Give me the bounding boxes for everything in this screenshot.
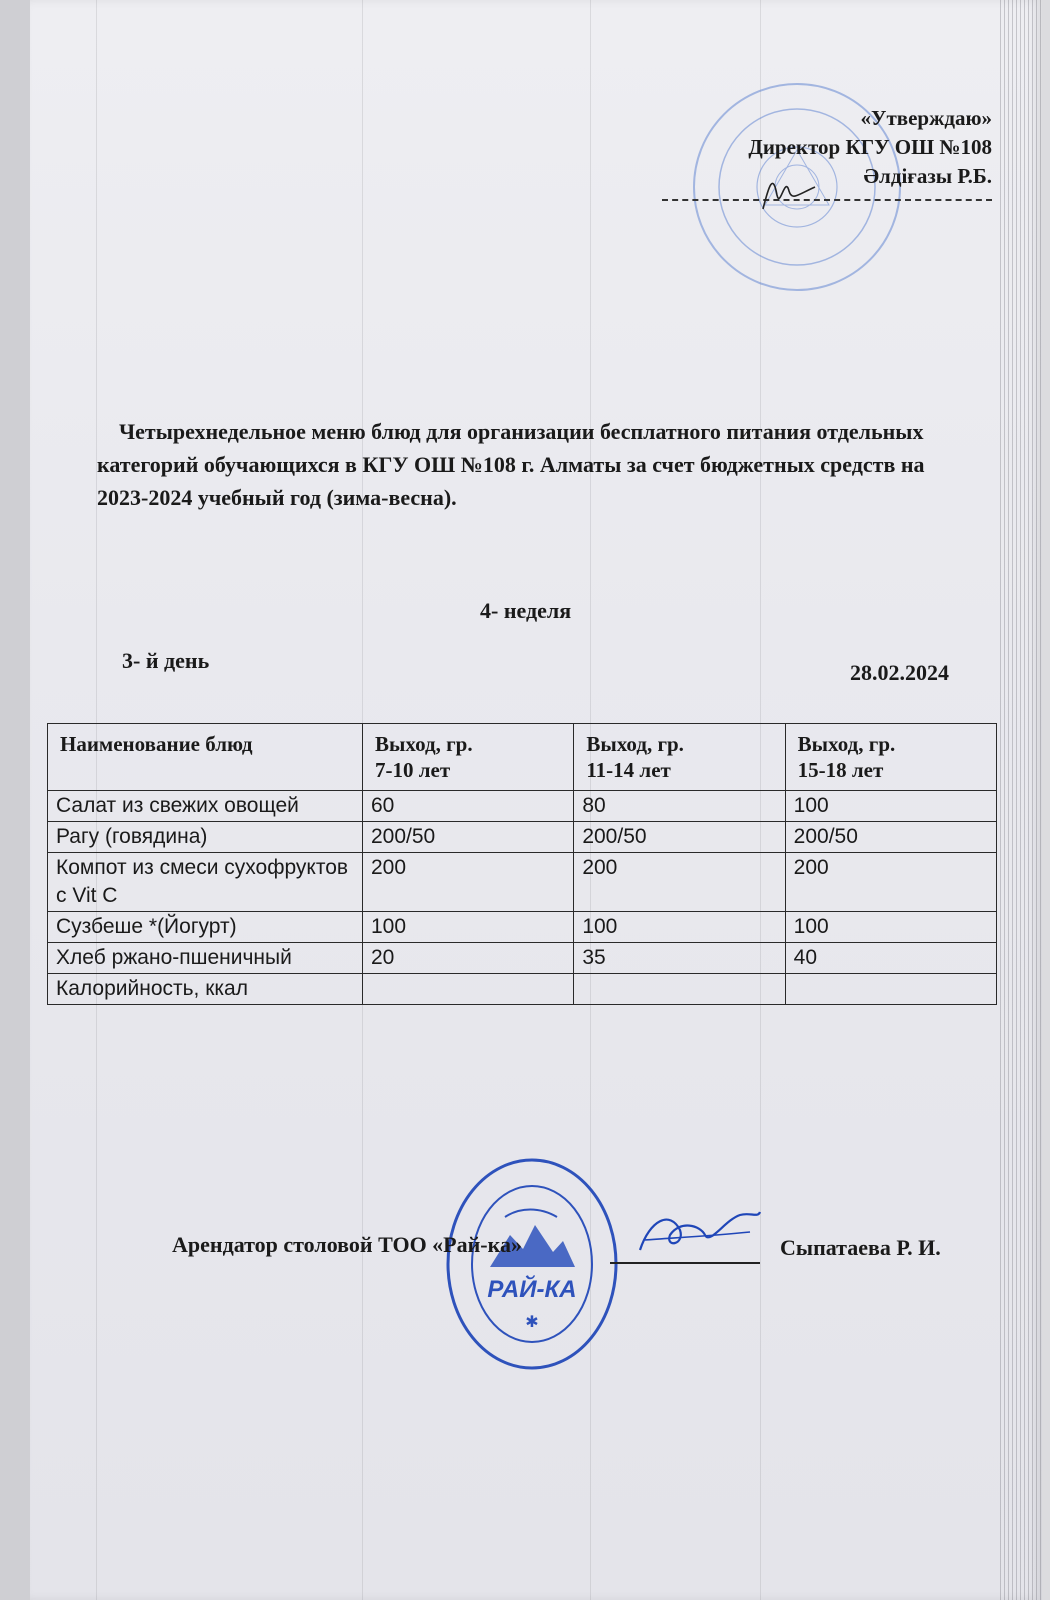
yield-value bbox=[574, 974, 785, 1005]
dish-name: Компот из смеси сухофруктов с Vit C bbox=[48, 853, 363, 912]
yield-value: 40 bbox=[785, 943, 996, 974]
table-row bbox=[48, 912, 997, 943]
yield-value: 100 bbox=[785, 912, 996, 943]
svg-text:✱: ✱ bbox=[525, 1314, 539, 1331]
table-header-row bbox=[48, 724, 997, 791]
approval-heading: «Утверждаю» bbox=[860, 106, 992, 130]
dish-name: Рагу (говядина) bbox=[48, 822, 363, 853]
seal-company-name: РАЙ-КА bbox=[487, 1276, 577, 1303]
yield-value: 80 bbox=[574, 791, 785, 822]
document-title: Четырехнедельное меню блюд для организации бесплатного питания отдельных категорий обучающихся в КГУ ОШ №108 г. Алматы за счет бюджетных средств на 2023-2024 учебный год (зима-весна). bbox=[97, 419, 925, 510]
yield-value: 60 bbox=[363, 791, 574, 822]
header-dish-name: Наименование блюд bbox=[48, 724, 363, 791]
yield-value: 35 bbox=[574, 943, 785, 974]
yield-value: 200/50 bbox=[574, 822, 785, 853]
dish-name: Калорийность, ккал bbox=[48, 974, 363, 1005]
approval-position: Директор КГУ ОШ №108 bbox=[748, 135, 992, 159]
dish-name: Сузбеше *(Йогурт) bbox=[48, 912, 363, 943]
company-seal bbox=[445, 1157, 620, 1372]
header-yield-7-10: Выход, гр. 7-10 лет bbox=[363, 724, 574, 791]
header-yield-11-14: Выход, гр. 11-14 лет bbox=[574, 724, 785, 791]
yield-value: 200/50 bbox=[785, 822, 996, 853]
approval-director-name: Әлдіғазы Р.Б. bbox=[863, 164, 992, 188]
yield-value: 100 bbox=[785, 791, 996, 822]
yield-value: 200 bbox=[785, 853, 996, 912]
day-label: 3- й день bbox=[122, 648, 210, 673]
table-row bbox=[48, 974, 997, 1005]
signature-line bbox=[662, 191, 992, 201]
tenant-label: Арендатор столовой ТОО «Рай-ка» bbox=[172, 1232, 522, 1257]
dish-name: Хлеб ржано-пшеничный bbox=[48, 943, 363, 974]
director-signature bbox=[755, 165, 825, 215]
menu-date: 28.02.2024 bbox=[850, 660, 949, 685]
table-row bbox=[48, 943, 997, 974]
yield-value bbox=[785, 974, 996, 1005]
yield-value: 200 bbox=[574, 853, 785, 912]
week-label: 4- неделя bbox=[480, 598, 572, 623]
menu-table bbox=[47, 723, 997, 1005]
tenant-signature bbox=[630, 1200, 770, 1270]
background-surface bbox=[0, 0, 30, 1600]
yield-value: 100 bbox=[363, 912, 574, 943]
table-row bbox=[48, 853, 997, 912]
table-row bbox=[48, 791, 997, 822]
dish-name: Салат из свежих овощей bbox=[48, 791, 363, 822]
tenant-representative-name: Сыпатаева Р. И. bbox=[780, 1235, 941, 1260]
yield-value: 200 bbox=[363, 853, 574, 912]
table-row bbox=[48, 822, 997, 853]
header-yield-15-18: Выход, гр. 15-18 лет bbox=[785, 724, 996, 791]
approval-block bbox=[662, 104, 992, 201]
yield-value: 200/50 bbox=[363, 822, 574, 853]
yield-value: 100 bbox=[574, 912, 785, 943]
yield-value bbox=[363, 974, 574, 1005]
scan-edge-artifact bbox=[1000, 0, 1042, 1600]
yield-value: 20 bbox=[363, 943, 574, 974]
